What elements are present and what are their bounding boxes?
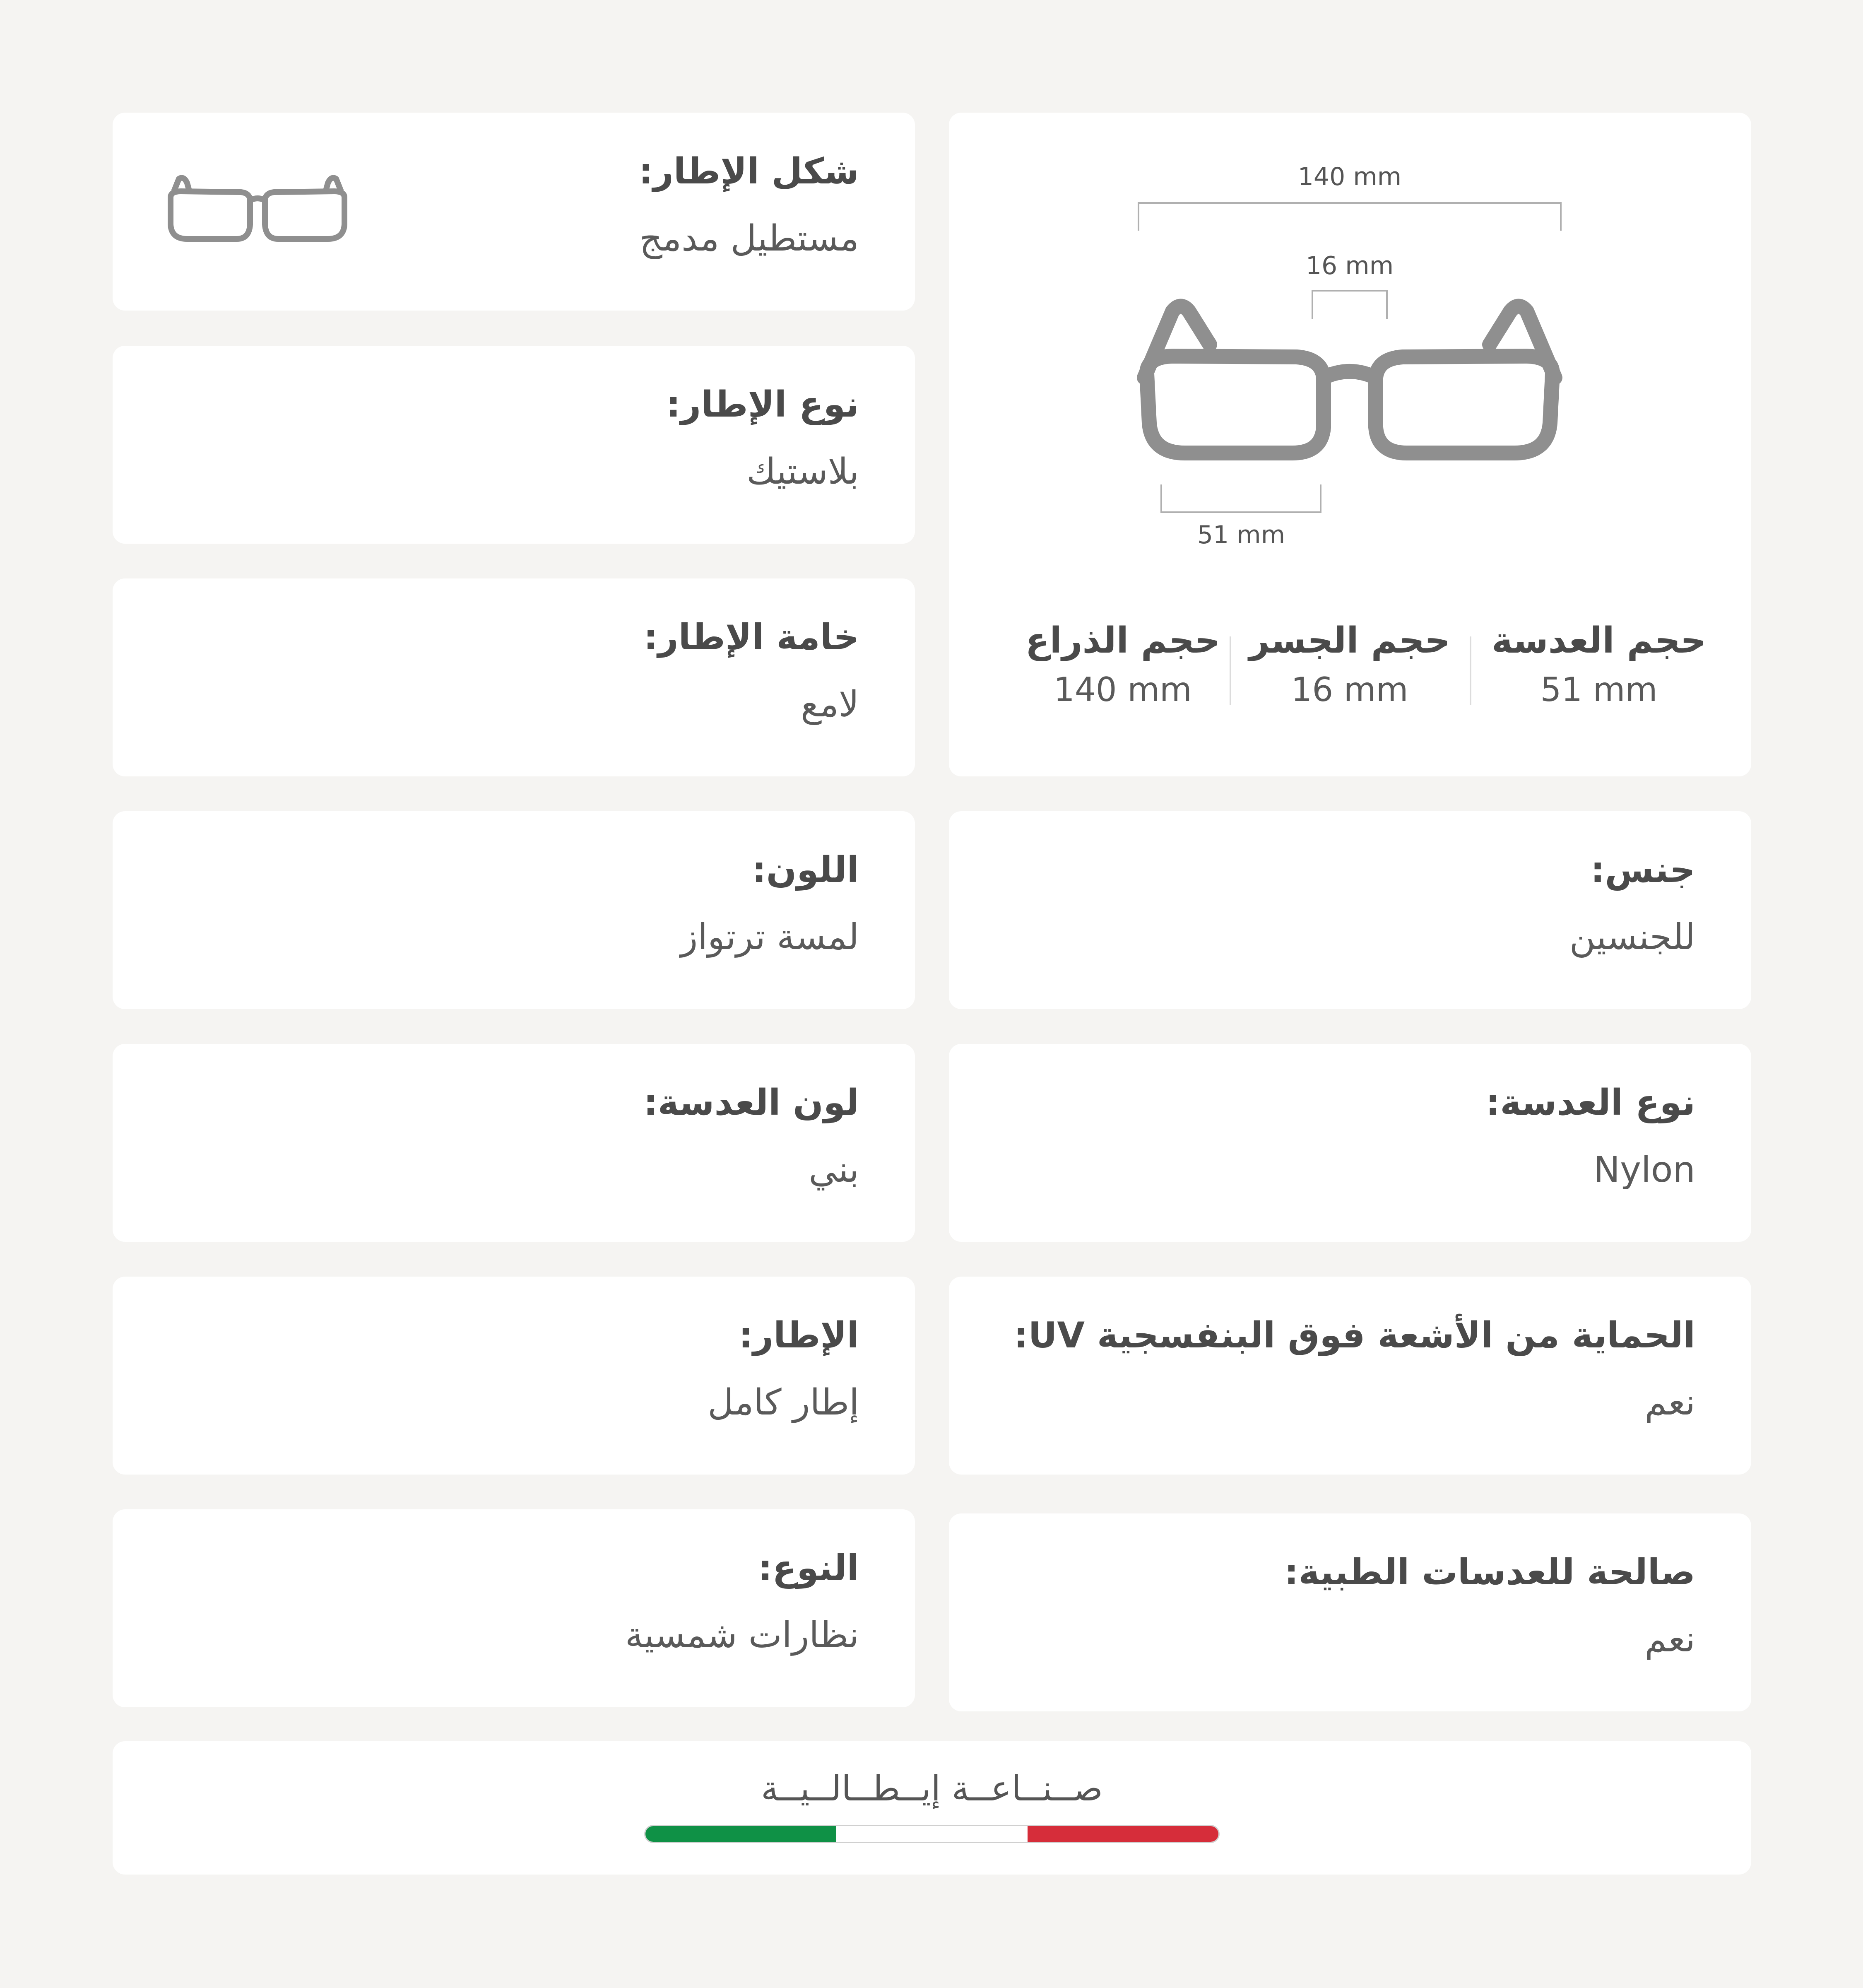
- made-in-italy-card: [113, 1741, 1751, 1875]
- lens-size-value: 51 mm: [1540, 670, 1658, 709]
- lens-color-label: لون العدسة:: [643, 1082, 859, 1123]
- column-divider: [1470, 636, 1471, 705]
- color-value: لمسة ترتواز: [680, 916, 859, 958]
- bridge-size-value: 16 mm: [1291, 670, 1408, 709]
- color-card: [113, 811, 915, 1009]
- flag-green: [645, 1826, 836, 1842]
- uv-protection-card: [949, 1277, 1751, 1475]
- frame-type-label: نوع الإطار:: [666, 384, 859, 425]
- temple-size-column: [1011, 620, 1235, 709]
- bridge-size-column: [1238, 620, 1461, 709]
- lens-width-label: 51 mm: [1197, 520, 1285, 549]
- prescription-card: [949, 1513, 1751, 1711]
- temple-size-title: حجم الذراع: [1025, 620, 1220, 661]
- lens-type-value: Nylon: [1593, 1149, 1695, 1190]
- dimensions-diagram: [949, 113, 1751, 568]
- lens-type-label: نوع العدسة:: [1485, 1082, 1695, 1123]
- lens-size-column: [1487, 620, 1711, 709]
- prescription-label: صالحة للعدسات الطبية:: [1284, 1552, 1695, 1593]
- rim-card: [113, 1277, 915, 1475]
- italy-flag-bar: [644, 1825, 1220, 1843]
- frame-type-value: بلاستيك: [746, 451, 859, 492]
- frame-material-value: لامع: [801, 684, 859, 725]
- frame-material-label: خامة الإطار:: [643, 617, 859, 658]
- column-divider: [1230, 636, 1231, 705]
- gender-card: [949, 811, 1751, 1009]
- overall-width-bracket: [1138, 203, 1561, 231]
- overall-width-label: 140 mm: [1297, 162, 1402, 191]
- flag-red: [1028, 1826, 1218, 1842]
- product-type-card: [113, 1509, 915, 1707]
- uv-protection-value: نعم: [1644, 1382, 1695, 1423]
- product-type-value: نظارات شمسية: [625, 1614, 859, 1656]
- uv-protection-label: الحماية من الأشعة فوق البنفسجية UV:: [1014, 1315, 1695, 1356]
- bridge-bracket: [1312, 291, 1387, 319]
- color-label: اللون:: [752, 849, 859, 891]
- lens-type-card: [949, 1044, 1751, 1242]
- bridge-width-label: 16 mm: [1305, 251, 1394, 280]
- glasses-icon: [162, 175, 353, 245]
- dimensions-card: [949, 113, 1751, 776]
- made-in-italy-text: صــنــاعــة إيــطــالــيــة: [761, 1768, 1103, 1809]
- glasses-front-illustration: [1144, 306, 1555, 453]
- product-type-label: النوع:: [758, 1547, 859, 1589]
- rim-value: إطار كامل: [708, 1382, 859, 1423]
- frame-type-card: [113, 346, 915, 544]
- temple-size-value: 140 mm: [1054, 670, 1192, 709]
- bridge-size-title: حجم الجسر: [1249, 620, 1451, 661]
- prescription-value: نعم: [1644, 1619, 1695, 1660]
- frame-shape-card: [113, 113, 915, 311]
- gender-value: للجنسين: [1569, 916, 1695, 958]
- lens-width-bracket: [1161, 484, 1321, 512]
- lens-color-value: بني: [809, 1149, 859, 1190]
- frame-shape-value: مستطيل مدمج: [639, 218, 859, 259]
- lens-color-card: [113, 1044, 915, 1242]
- lens-size-title: حجم العدسة: [1491, 620, 1707, 661]
- frame-shape-label: شكل الإطار:: [639, 151, 859, 192]
- gender-label: جنس:: [1590, 849, 1695, 891]
- rim-label: الإطار:: [739, 1315, 859, 1356]
- flag-white: [836, 1826, 1027, 1842]
- frame-material-card: [113, 578, 915, 776]
